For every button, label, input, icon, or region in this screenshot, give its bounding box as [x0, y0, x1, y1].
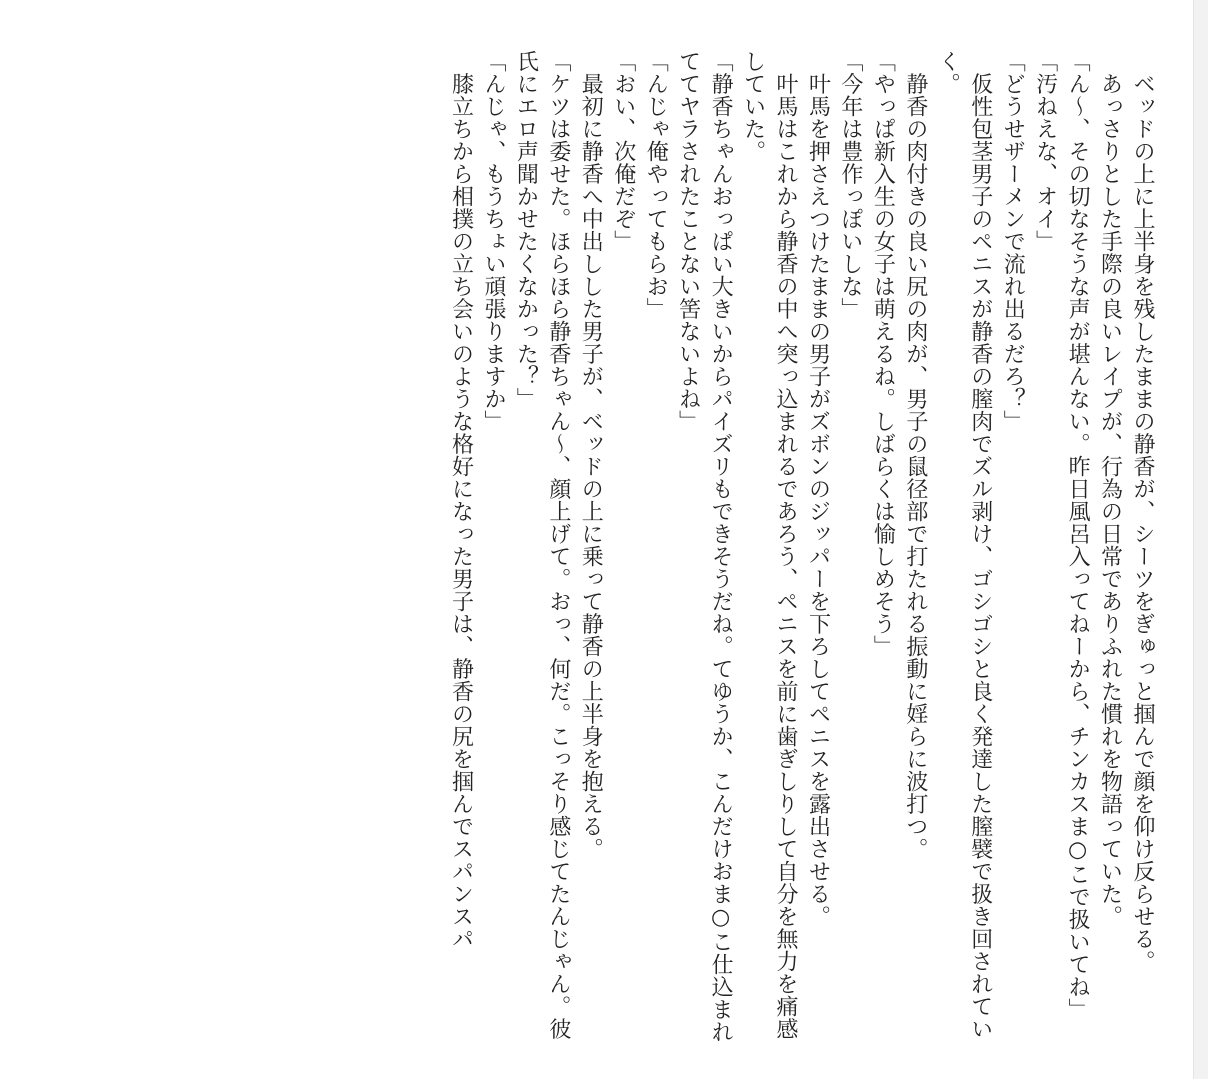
paragraph: 「汚ねえな、オイ」 — [1032, 50, 1058, 253]
paragraph: 「んじゃ、もうちょい頑張りますか」 — [480, 50, 506, 433]
paragraph: 「やっぱ新入生の女子は萌えるね。しばらくは愉しめそう」 — [870, 50, 896, 658]
paragraph: 「んじゃ俺やってもらお」 — [643, 50, 669, 320]
paragraph: あっさりとした手際の良いレイプが、行為の日常でありふれた慣れを物語っていた。 — [1097, 50, 1123, 928]
paragraph: 叶馬はこれから静香の中へ突っ込まれるであろう、ペニスを前に歯ぎしりして自分を無力を痛感していた。 — [740, 50, 799, 1040]
paragraph: 「静香ちゃんおっぱい大きいからパイズリもできそうだね。てゆうか、こんだけおま○こ仕込まれててヤラされたことない筈ないよね」 — [675, 50, 734, 1043]
paragraph: 「どうせザーメンで流れ出るだろ？」 — [1000, 50, 1026, 433]
paragraph: 「ケツは委せた。ほらほら静香ちゃん～、顔上げて。おっ、何だ。こっそり感じてたんじゃん。彼氏にエロ声聞かせたくなかった？」 — [513, 50, 571, 1040]
paragraph: 最初に静香へ中出しした男子が、ベッドの上に乗って静香の上半身を抱える。 — [578, 50, 604, 860]
paragraph: ベッドの上に上半身を残したままの静香が、シーツをぎゅっと掴んで顔を仰け反らせる。 — [1130, 50, 1155, 973]
paragraph: 「おい、次俺だぞ」 — [610, 50, 636, 253]
paragraph: 叶馬を押さえつけたままの男子がズボンのジッパーを下ろしてペニスを露出させる。 — [805, 50, 831, 928]
vertical-text-body — [444, 50, 1158, 1060]
paragraph: 膝立ちから相撲の立ち会いのような格好になった男子は、静香の尻を掴んでスパンスパ — [448, 50, 474, 950]
paragraph: 「今年は豊作っぽいしな」 — [837, 50, 863, 320]
paragraph: 静香の肉付きの良い尻の肉が、男子の鼠径部で打たれる振動に婬らに波打つ。 — [902, 50, 928, 860]
page-edge — [1193, 0, 1208, 1079]
paragraph: 「ん～、その切なそうな声が堪んない。昨日風呂入ってねーから、チンカスま○こで扱いてね」 — [1065, 50, 1091, 1021]
paragraph: 仮性包茎男子のペニスが静香の膣肉でズル剥け、ゴシゴシと良く発達した膣襞で扱き回されていく。 — [935, 50, 993, 1040]
